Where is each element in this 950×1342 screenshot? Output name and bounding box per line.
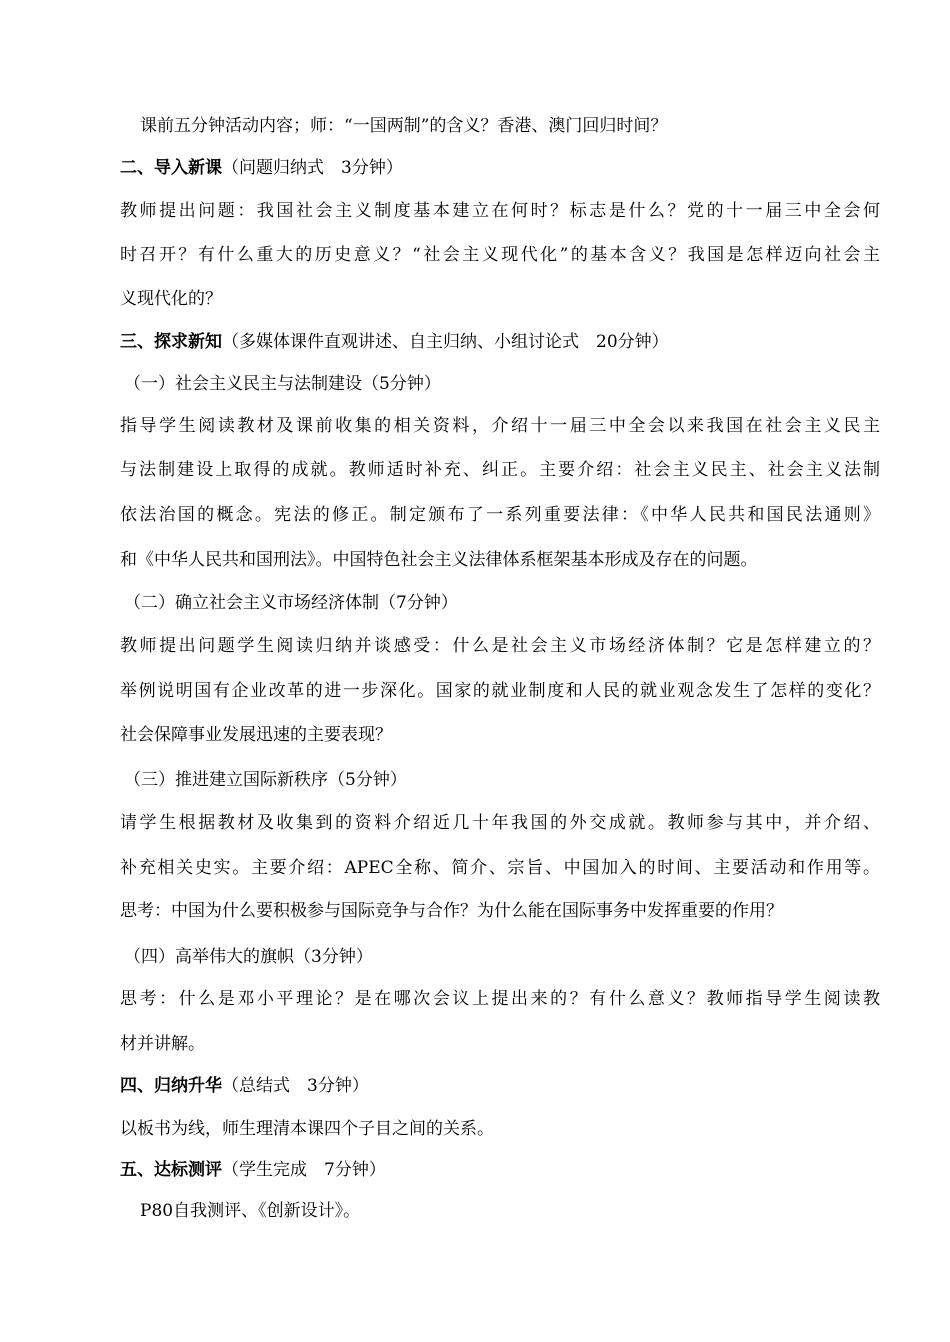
section-2-title: 二、导入新课 [120, 158, 222, 178]
section-2-note: （问题归纳式 3分钟） [222, 158, 403, 178]
subsection-3-line-1: 请学生根据教材及收集到的资料介绍近几十年我国的外交成就。教师参与其中，并介绍、 [120, 813, 880, 833]
subsection-1-line-2: 与法制建设上取得的成就。教师适时补充、纠正。主要介绍：社会主义民主、社会主义法制 [120, 460, 880, 480]
intro-paragraph: 课前五分钟活动内容；师：“一国两制”的含义？香港、澳门回归时间？ [140, 116, 668, 136]
subsection-1-line-1: 指导学生阅读教材及课前收集的相关资料，介绍十一届三中全会以来我国在社会主义民主 [120, 416, 880, 436]
section-4-note: （总结式 3分钟） [222, 1076, 369, 1096]
subsection-2-line-2: 举例说明国有企业改革的进一步深化。国家的就业制度和人民的就业观念发生了怎样的变化？ [120, 681, 880, 701]
section-3-heading [120, 330, 880, 354]
section-4-body: 以板书为线，师生理清本课四个子目之间的关系。 [120, 1119, 494, 1139]
subsection-3-heading: （三）推进建立国际新秩序（5分钟） [124, 770, 407, 790]
section-3-title: 三、探求新知 [120, 332, 222, 352]
section-2-line-2: 时召开？有什么重大的历史意义？“社会主义现代化”的基本含义？我国是怎样迈向社会主 [120, 245, 880, 265]
subsection-2-line-1: 教师提出问题学生阅读归纳并谈感受：什么是社会主义市场经济体制？它是怎样建立的？ [120, 636, 880, 656]
section-5-title: 五、达标测评 [120, 1160, 222, 1180]
subsection-2-line-3: 社会保障事业发展迅速的主要表现？ [120, 725, 392, 745]
subsection-1-line-4: 和《中华人民共和国刑法》。中国特色社会主义法律体系框架基本形成及存在的问题。 [120, 550, 758, 570]
subsection-3-line-2: 补充相关史实。主要介绍：APEC全称、简介、宗旨、中国加入的时间、主要活动和作用等。 [120, 858, 880, 878]
section-4-heading [120, 1074, 880, 1098]
subsection-4-line-2: 材并讲解。 [120, 1034, 205, 1054]
subsection-1-line-3: 依法治国的概念。宪法的修正。制定颁布了一系列重要法律：《中华人民共和国民法通则》 [120, 505, 880, 525]
section-5-body: P80自我测评、《创新设计》。 [140, 1201, 361, 1221]
subsection-3-line-3: 思考：中国为什么要积极参与国际竞争与合作？为什么能在国际事务中发挥重要的作用？ [120, 901, 783, 921]
section-4-title: 四、归纳升华 [120, 1076, 222, 1096]
section-2-heading [120, 156, 880, 180]
subsection-4-heading: （四）高举伟大的旗帜（3分钟） [124, 947, 373, 967]
subsection-4-line-1: 思考：什么是邓小平理论？是在哪次会议上提出来的？有什么意义？教师指导学生阅读教 [120, 989, 880, 1009]
section-3-note: （多媒体课件直观讲述、自主归纳、小组讨论式 20分钟） [222, 332, 669, 352]
section-2-line-1: 教师提出问题：我国社会主义制度基本建立在何时？标志是什么？党的十一届三中全会何 [120, 201, 880, 221]
section-5-note: （学生完成 7分钟） [222, 1160, 386, 1180]
subsection-1-heading: （一）社会主义民主与法制建设（5分钟） [124, 374, 441, 394]
subsection-2-heading: （二）确立社会主义市场经济体制（7分钟） [124, 593, 458, 613]
section-5-heading [120, 1158, 880, 1182]
section-2-line-3: 义现代化的？ [120, 289, 222, 309]
